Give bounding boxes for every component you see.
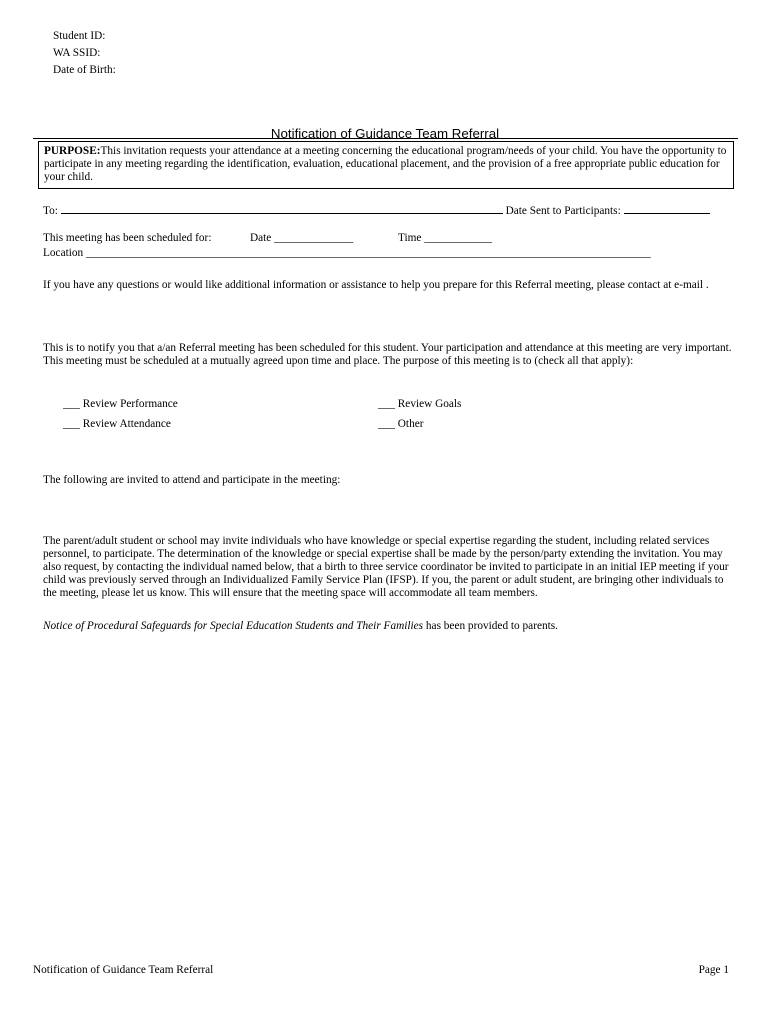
contact-paragraph: If you have any questions or would like additional information or assistance to help you prepare for this Referral meeting, please contact at e-mail . <box>43 279 709 291</box>
checklist-review-attendance[interactable]: ___ Review Attendance <box>63 418 171 430</box>
notice-line <box>43 620 735 633</box>
to-field[interactable] <box>61 203 503 214</box>
date-sent-field[interactable] <box>624 203 710 214</box>
scheduled-label: This meeting has been scheduled for: <box>43 232 212 244</box>
date-sent-label: Date Sent to Participants: <box>505 205 621 217</box>
to-label: To: <box>43 205 58 217</box>
title-divider <box>33 138 738 139</box>
notice-rest: has been provided to parents. <box>423 620 558 632</box>
time-field[interactable]: Time ____________ <box>398 232 493 244</box>
purpose-label: PURPOSE: <box>44 145 101 157</box>
student-id-label: Student ID: <box>53 30 106 42</box>
checklist-review-performance[interactable]: ___ Review Performance <box>63 398 178 410</box>
invited-paragraph: The following are invited to attend and participate in the meeting: <box>43 474 341 486</box>
wa-ssid-label: WA SSID: <box>53 47 101 59</box>
checklist-review-goals[interactable]: ___ Review Goals <box>378 398 462 410</box>
to-row <box>43 203 710 218</box>
purpose-box <box>38 141 734 189</box>
notify-paragraph: This is to notify you that a/an Referral meeting has been scheduled for this student. Your participation and attendance at this meeting are very important. This meeting must be scheduled at a mutually agreed upon time and place. The purpose of this meeting is to (check all that apply): <box>43 342 732 367</box>
checklist-other[interactable]: ___ Other <box>378 418 424 430</box>
notice-safeguards-title: Notice of Procedural Safeguards for Special Education Students and Their Families <box>43 620 424 632</box>
location-field[interactable]: Location ____________________________________________________________________________________________________ <box>43 247 651 259</box>
footer-page-number: Page 1 <box>698 964 729 976</box>
footer-title: Notification of Guidance Team Referral <box>33 964 214 976</box>
expertise-paragraph: The parent/adult student or school may invite individuals who have knowledge or special expertise regarding the student, including related services personnel, to participate. The determination of the knowledge or special expertise shall be made by the person/party extending the invitation. You may also request, by contacting the individual named below, that a birth to three service coordinator be invited to participate in an initial IEP meeting if your child was previously served through an Individualized Family Service Plan (IFSP). If you, the parent or adult student, are bringing other individuals to the meeting, please let us know. This will ensure that the meeting space will accommodate all team members. <box>43 535 729 599</box>
date-field[interactable]: Date ______________ <box>250 232 354 244</box>
page-title: Notification of Guidance Team Referral <box>270 126 500 141</box>
purpose-text: This invitation requests your attendance at a meeting concerning the educational program/needs of your child. You have the opportunity to participate in any meeting regarding the identification, evaluation, educational placement, and the provision of a free appropriate public education for your child. <box>44 145 727 183</box>
date-of-birth-label: Date of Birth: <box>53 64 116 76</box>
